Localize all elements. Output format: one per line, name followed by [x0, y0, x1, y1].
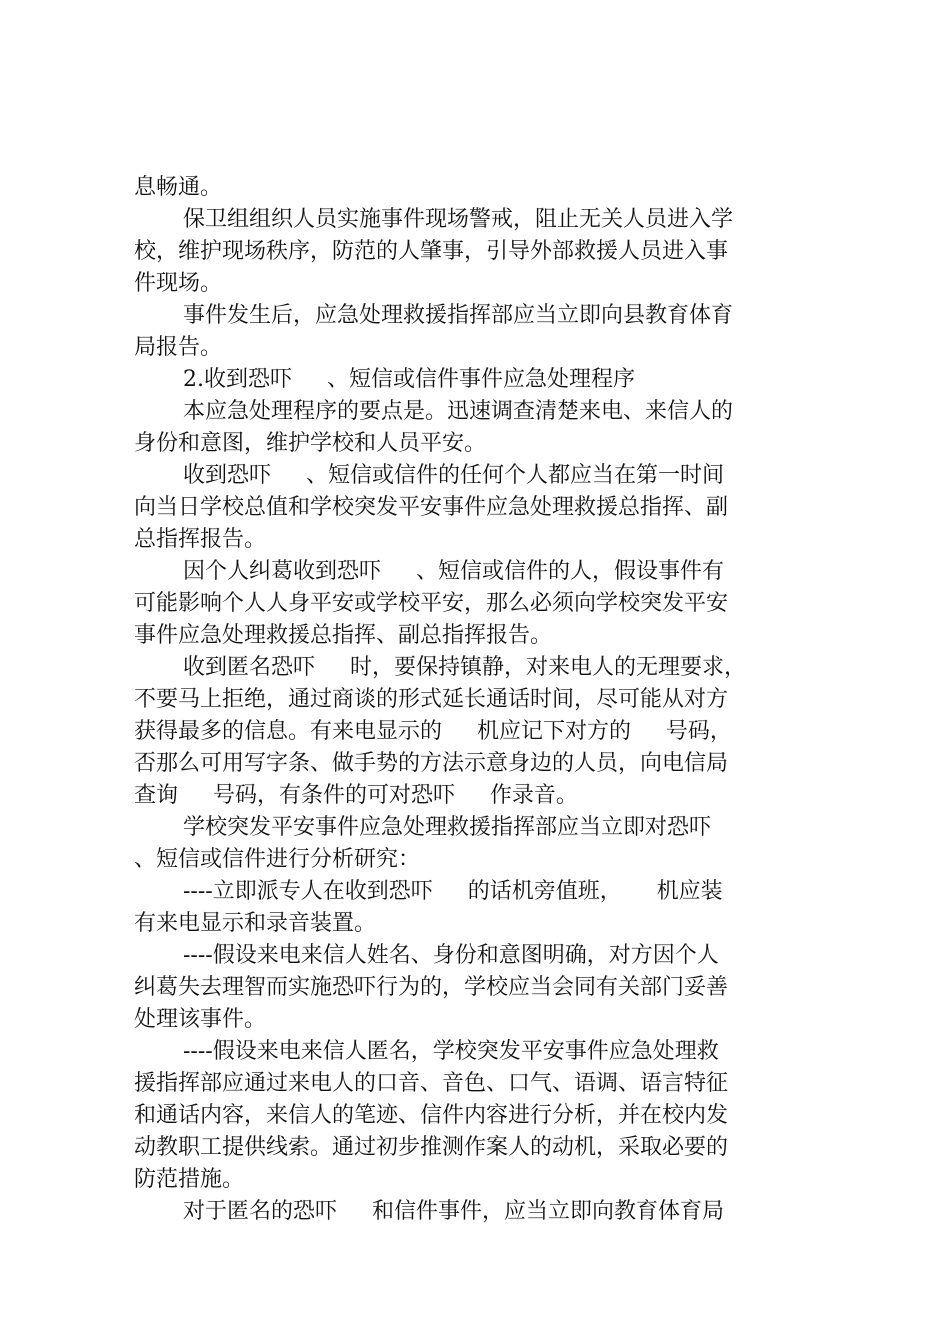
text-line: 息畅通。	[134, 175, 223, 200]
text-line: 事件应急处理救援总指挥、副总指挥报告。	[134, 623, 553, 648]
text-line: 纠葛失去理智而实施恐吓行为的，学校应当会同有关部门妥善	[134, 975, 729, 1000]
list-item-line: ----假设来电来信人匿名，学校突发平安事件应急处理救	[183, 1039, 719, 1064]
text-line: 和通话内容，来信人的笔迹、信件内容进行分析，并在校内发	[134, 1103, 729, 1128]
text-line: 防范措施。	[134, 1167, 245, 1192]
text-line: 否那么可用写字条、做手势的方法示意身边的人员，向电信局	[134, 751, 729, 776]
section-heading: 2.收到恐吓 、短信或信件事件应急处理程序	[183, 367, 635, 392]
text-line: 援指挥部应通过来电人的口音、音色、口气、语调、语言特征	[134, 1071, 729, 1096]
text-line: 获得最多的信息。有来电显示的 机应记下对方的 号码，	[134, 719, 732, 744]
paragraph-start-line: 学校突发平安事件应急处理救援指挥部应当立即对恐吓	[183, 815, 712, 840]
paragraph-start-line: 收到恐吓 、短信或信件的任何个人都应当在第一时间	[183, 463, 724, 488]
text-line: 、短信或信件进行分析研究：	[134, 847, 421, 872]
text-line: 件现场。	[134, 271, 223, 296]
paragraph-start-line: 本应急处理程序的要点是。迅速调查清楚来电、来信人的	[183, 399, 734, 424]
paragraph-start-line: 因个人纠葛收到恐吓 、短信或信件的人，假设事件有	[183, 559, 724, 584]
list-item-line: ----立即派专人在收到恐吓 的话机旁值班， 机应装	[183, 879, 723, 904]
paragraph-start-line: 事件发生后，应急处理救援指挥部应当立即向县教育体育	[183, 303, 734, 328]
text-line: 校，维护现场秩序，防范的人肇事，引导外部救援人员进入事	[134, 239, 729, 264]
paragraph-start-line: 收到匿名恐吓 时，要保持镇静，对来电人的无理要求，	[183, 655, 746, 680]
text-line: 动教职工提供线索。通过初步推测作案人的动机，采取必要的	[134, 1135, 729, 1160]
text-line: 有来电显示和录音装置。	[134, 911, 377, 936]
text-line: 可能影响个人人身平安或学校平安，那么必须向学校突发平安	[134, 591, 729, 616]
text-line: 身份和意图，维护学校和人员平安。	[134, 431, 487, 456]
text-line: 向当日学校总值和学校突发平安事件应急处理救援总指挥、副	[134, 495, 729, 520]
paragraph-start-line: 保卫组组织人员实施事件现场警戒，阻止无关人员进入学	[183, 207, 734, 232]
text-line: 局报告。	[134, 335, 223, 360]
list-item-line: ----假设来电来信人姓名、身份和意图明确，对方因个人	[183, 943, 719, 968]
text-line: 不要马上拒绝，通过商谈的形式延长通话时间，尽可能从对方	[134, 687, 729, 712]
text-line: 查询 号码，有条件的可对恐吓 作录音。	[134, 783, 578, 808]
text-line: 总指挥报告。	[134, 527, 267, 552]
paragraph-start-line: 对于匿名的恐吓 和信件事件，应当立即向教育体育局	[183, 1199, 724, 1224]
text-line: 处理该事件。	[134, 1007, 267, 1032]
